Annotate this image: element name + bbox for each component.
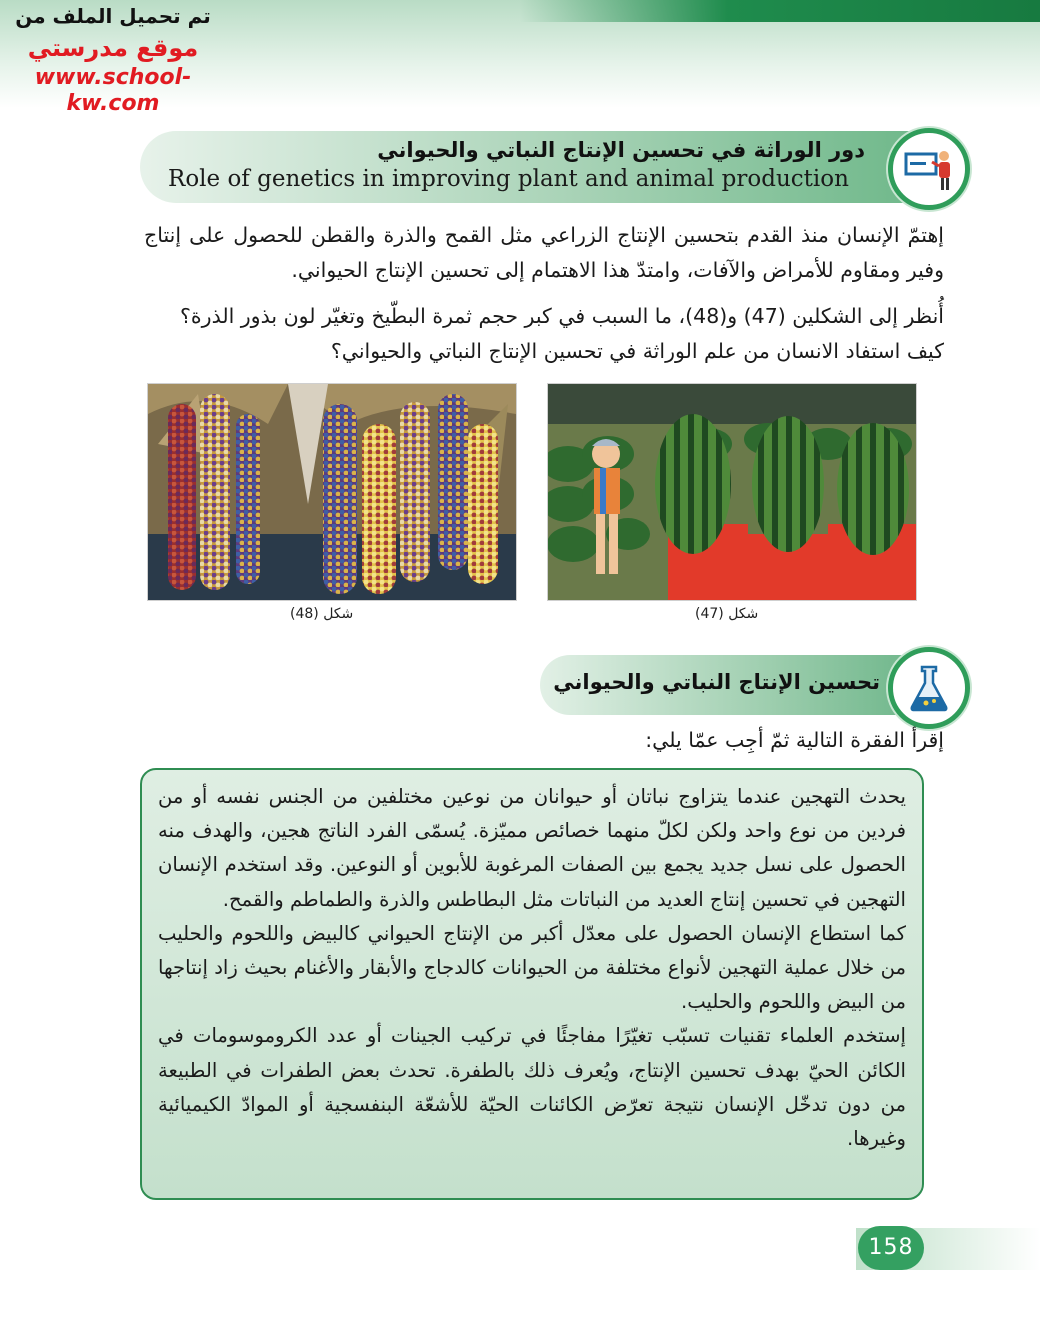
passage-paragraph-2: كما استطاع الإنسان الحصول على معدّل أكبر من الإنتاج الحيواني كالبيض واللحوم والحليب من خلال عملية التهجين لأنواع مختلفة من الحيوانات كالدجاج والأبقار والأغنام بحيث زاد إنتاجها من البيض واللحوم والحليب.: [158, 921, 906, 1014]
section1-title-en: Role of genetics in improving plant and animal production: [168, 166, 849, 192]
watermark-url[interactable]: www.school-kw.com: [34, 64, 192, 117]
watermark-line1: تم تحميل الملف من: [15, 4, 211, 28]
question-1: أُنظر إلى الشكلين (47) و(48)، ما السبب في كبر حجم ثمرة البطّيخ وتغيّر لون بذور الذرة؟: [180, 304, 944, 328]
watermark-line2: موقع مدرستي: [27, 34, 199, 62]
lab-flask-icon: [888, 647, 970, 729]
section2-title-ar: تحسين الإنتاج النباتي والحيواني: [553, 670, 880, 694]
figure-48-caption: شكل (48): [290, 606, 354, 622]
passage-paragraph-1: يحدث التهجين عندما يتزاوج نباتان أو حيوانان من نوعين مختلفين من الجنس نفسه أو من فردين من نوع واحد ولكن لكلّ منهما خصائص مميّزة. يُسمّى الفرد الناتج هجين، والهدف منه الحصول على نسل جديد يجمع بين الصفات المرغوبة للأبوين أو النوعين. وقد استخدم الإنسان التهجين في تحسين إنتاج العديد من النباتات مثل البطاطس والذرة والطماطم والقمح.: [158, 785, 906, 911]
figure-48-corn-photo: [147, 383, 517, 601]
question-2: كيف استفاد الانسان من علم الوراثة في تحسين الإنتاج النباتي والحيواني؟: [330, 339, 944, 363]
page-number: 158: [858, 1226, 924, 1270]
figure-47-caption: شكل (47): [695, 606, 759, 622]
watermark: [0, 0, 226, 118]
reading-instruction: إقرأ الفقرة التالية ثمّ أجِب عمّا يلي:: [645, 728, 944, 752]
teacher-board-icon: [888, 128, 970, 210]
passage-paragraph-3: إستخدم العلماء تقنيات تسبّب تغيّرًا مفاجئًا في تركيب الجينات أو عدد الكروموسومات في الكائن الحيّ بهدف تحسين الإنتاج، ويُعرف ذلك بالطفرة. تحدث بعض الطفرات في الطبيعة من دون تدخّل الإنسان نتيجة تعرّض الكائنات الحيّة للأشعّة البنفسجية أو الموادّ الكيميائية وغيرها.: [158, 1024, 906, 1151]
figure-47-watermelon-photo: [547, 383, 917, 601]
reading-passage: [158, 780, 906, 1156]
header-dark-strip: [520, 0, 1040, 22]
section1-title-ar: دور الوراثة في تحسين الإنتاج النباتي والحيواني: [377, 138, 865, 162]
intro-paragraph: إهتمّ الإنسان منذ القدم بتحسين الإنتاج الزراعي مثل القمح والذرة والقطن للحصول على إنتاج وفير ومقاوم للأمراض والآفات، وامتدّ هذا الاهتمام إلى تحسين الإنتاج الحيواني.: [144, 223, 944, 282]
